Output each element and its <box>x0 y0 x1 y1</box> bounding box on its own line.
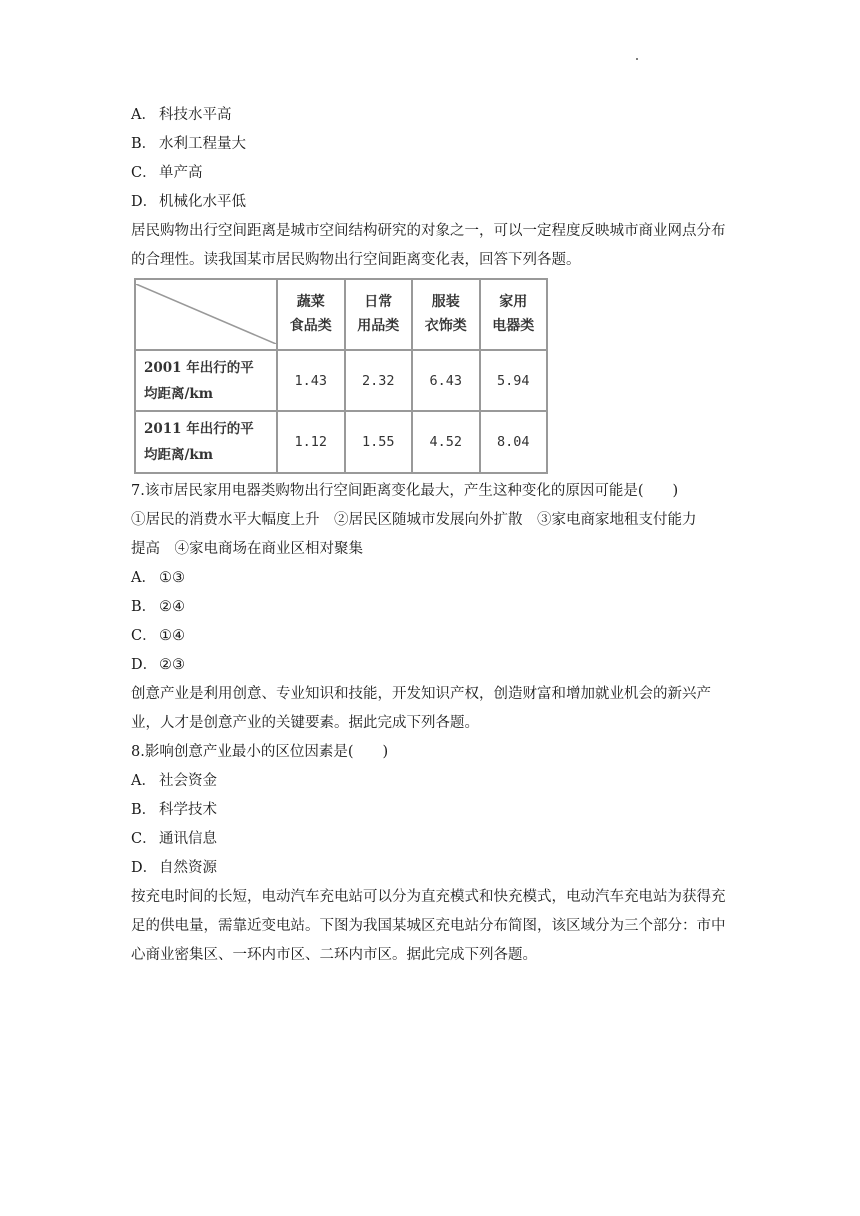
table-cell: 8.04 <box>480 411 548 473</box>
option-item[interactable] <box>131 854 737 883</box>
table-row <box>135 350 547 412</box>
table-cell: 2.32 <box>345 350 413 412</box>
option-text: ①④ <box>159 628 185 644</box>
option-text: 科技水平高 <box>159 107 232 123</box>
option-letter: D． <box>131 860 158 876</box>
option-item[interactable] <box>131 188 737 217</box>
row-header: 2001 年出行的平 均距离/km <box>135 350 277 412</box>
option-text: 水利工程量大 <box>159 136 246 152</box>
table-cell: 1.55 <box>345 411 413 473</box>
option-letter: B． <box>131 136 157 152</box>
option-item[interactable] <box>131 159 737 188</box>
question-8: 8.影响创意产业最小的区位因素是( ) <box>131 744 389 760</box>
option-text: 科学技术 <box>159 802 217 818</box>
option-item[interactable] <box>131 825 737 854</box>
option-text: ②③ <box>159 657 185 673</box>
table-header-row <box>135 279 547 350</box>
diagonal-line-icon <box>136 284 276 344</box>
option-letter: B． <box>131 802 157 818</box>
option-item[interactable] <box>131 101 737 130</box>
option-text: 社会资金 <box>159 773 217 789</box>
statements-line: 提高 ④家电商场在商业区相对聚集 <box>131 541 363 557</box>
table-corner-cell <box>135 279 277 350</box>
passage-creative-industry: 创意产业是利用创意、专业知识和技能，开发知识产权，创造财富和增加就业机会的新兴产业，人才是创意产业的关键要素。据此完成下列各题。 <box>131 686 711 731</box>
option-text: 机械化水平低 <box>159 194 246 210</box>
option-item[interactable] <box>131 767 737 796</box>
document-body <box>131 101 737 970</box>
option-letter: B． <box>131 599 157 615</box>
column-header: 蔬菜 食品类 <box>277 279 345 350</box>
column-header: 服装 衣饰类 <box>412 279 480 350</box>
option-letter: A． <box>131 773 156 789</box>
passage-charging-station: 按充电时间的长短，电动汽车充电站可以分为直充模式和快充模式，电动汽车充电站为获得充足的供电量，需靠近变电站。下图为我国某城区充电站分布简图，该区域分为三个部分：市中心商业密集区、一环内市区、二环内市区。据此完成下列各题。 <box>131 889 726 963</box>
option-letter: D． <box>131 657 158 673</box>
column-header: 家用 电器类 <box>480 279 548 350</box>
option-letter: A． <box>131 570 156 586</box>
page-dot <box>636 58 638 60</box>
option-text: ①③ <box>159 570 185 586</box>
row-header: 2011 年出行的平 均距离/km <box>135 411 277 473</box>
option-letter: C． <box>131 628 157 644</box>
option-item[interactable] <box>131 130 737 159</box>
option-letter: A． <box>131 107 156 123</box>
table-cell: 5.94 <box>480 350 548 412</box>
option-item[interactable] <box>131 651 737 680</box>
statements-line: ①居民的消费水平大幅度上升 ②居民区随城市发展向外扩散 ③家电商家地租支付能力 <box>131 512 697 528</box>
table-cell: 4.52 <box>412 411 480 473</box>
option-letter: D． <box>131 194 158 210</box>
option-item[interactable] <box>131 593 737 622</box>
option-text: ②④ <box>159 599 185 615</box>
passage-shopping-distance: 居民购物出行空间距离是城市空间结构研究的对象之一，可以一定程度反映城市商业网点分布的合理性。读我国某市居民购物出行空间距离变化表，回答下列各题。 <box>131 223 726 268</box>
shopping-distance-table <box>134 278 548 474</box>
table-cell: 6.43 <box>412 350 480 412</box>
table-cell: 1.12 <box>277 411 345 473</box>
option-text: 单产高 <box>159 165 203 181</box>
option-item[interactable] <box>131 564 737 593</box>
option-letter: C． <box>131 165 157 181</box>
question-7: 7.该市居民家用电器类购物出行空间距离变化最大，产生这种变化的原因可能是( ) <box>131 483 679 499</box>
option-item[interactable] <box>131 796 737 825</box>
column-header: 日常 用品类 <box>345 279 413 350</box>
table-row <box>135 411 547 473</box>
option-text: 通讯信息 <box>159 831 217 847</box>
table-cell: 1.43 <box>277 350 345 412</box>
option-text: 自然资源 <box>159 860 217 876</box>
option-item[interactable] <box>131 622 737 651</box>
option-letter: C． <box>131 831 157 847</box>
